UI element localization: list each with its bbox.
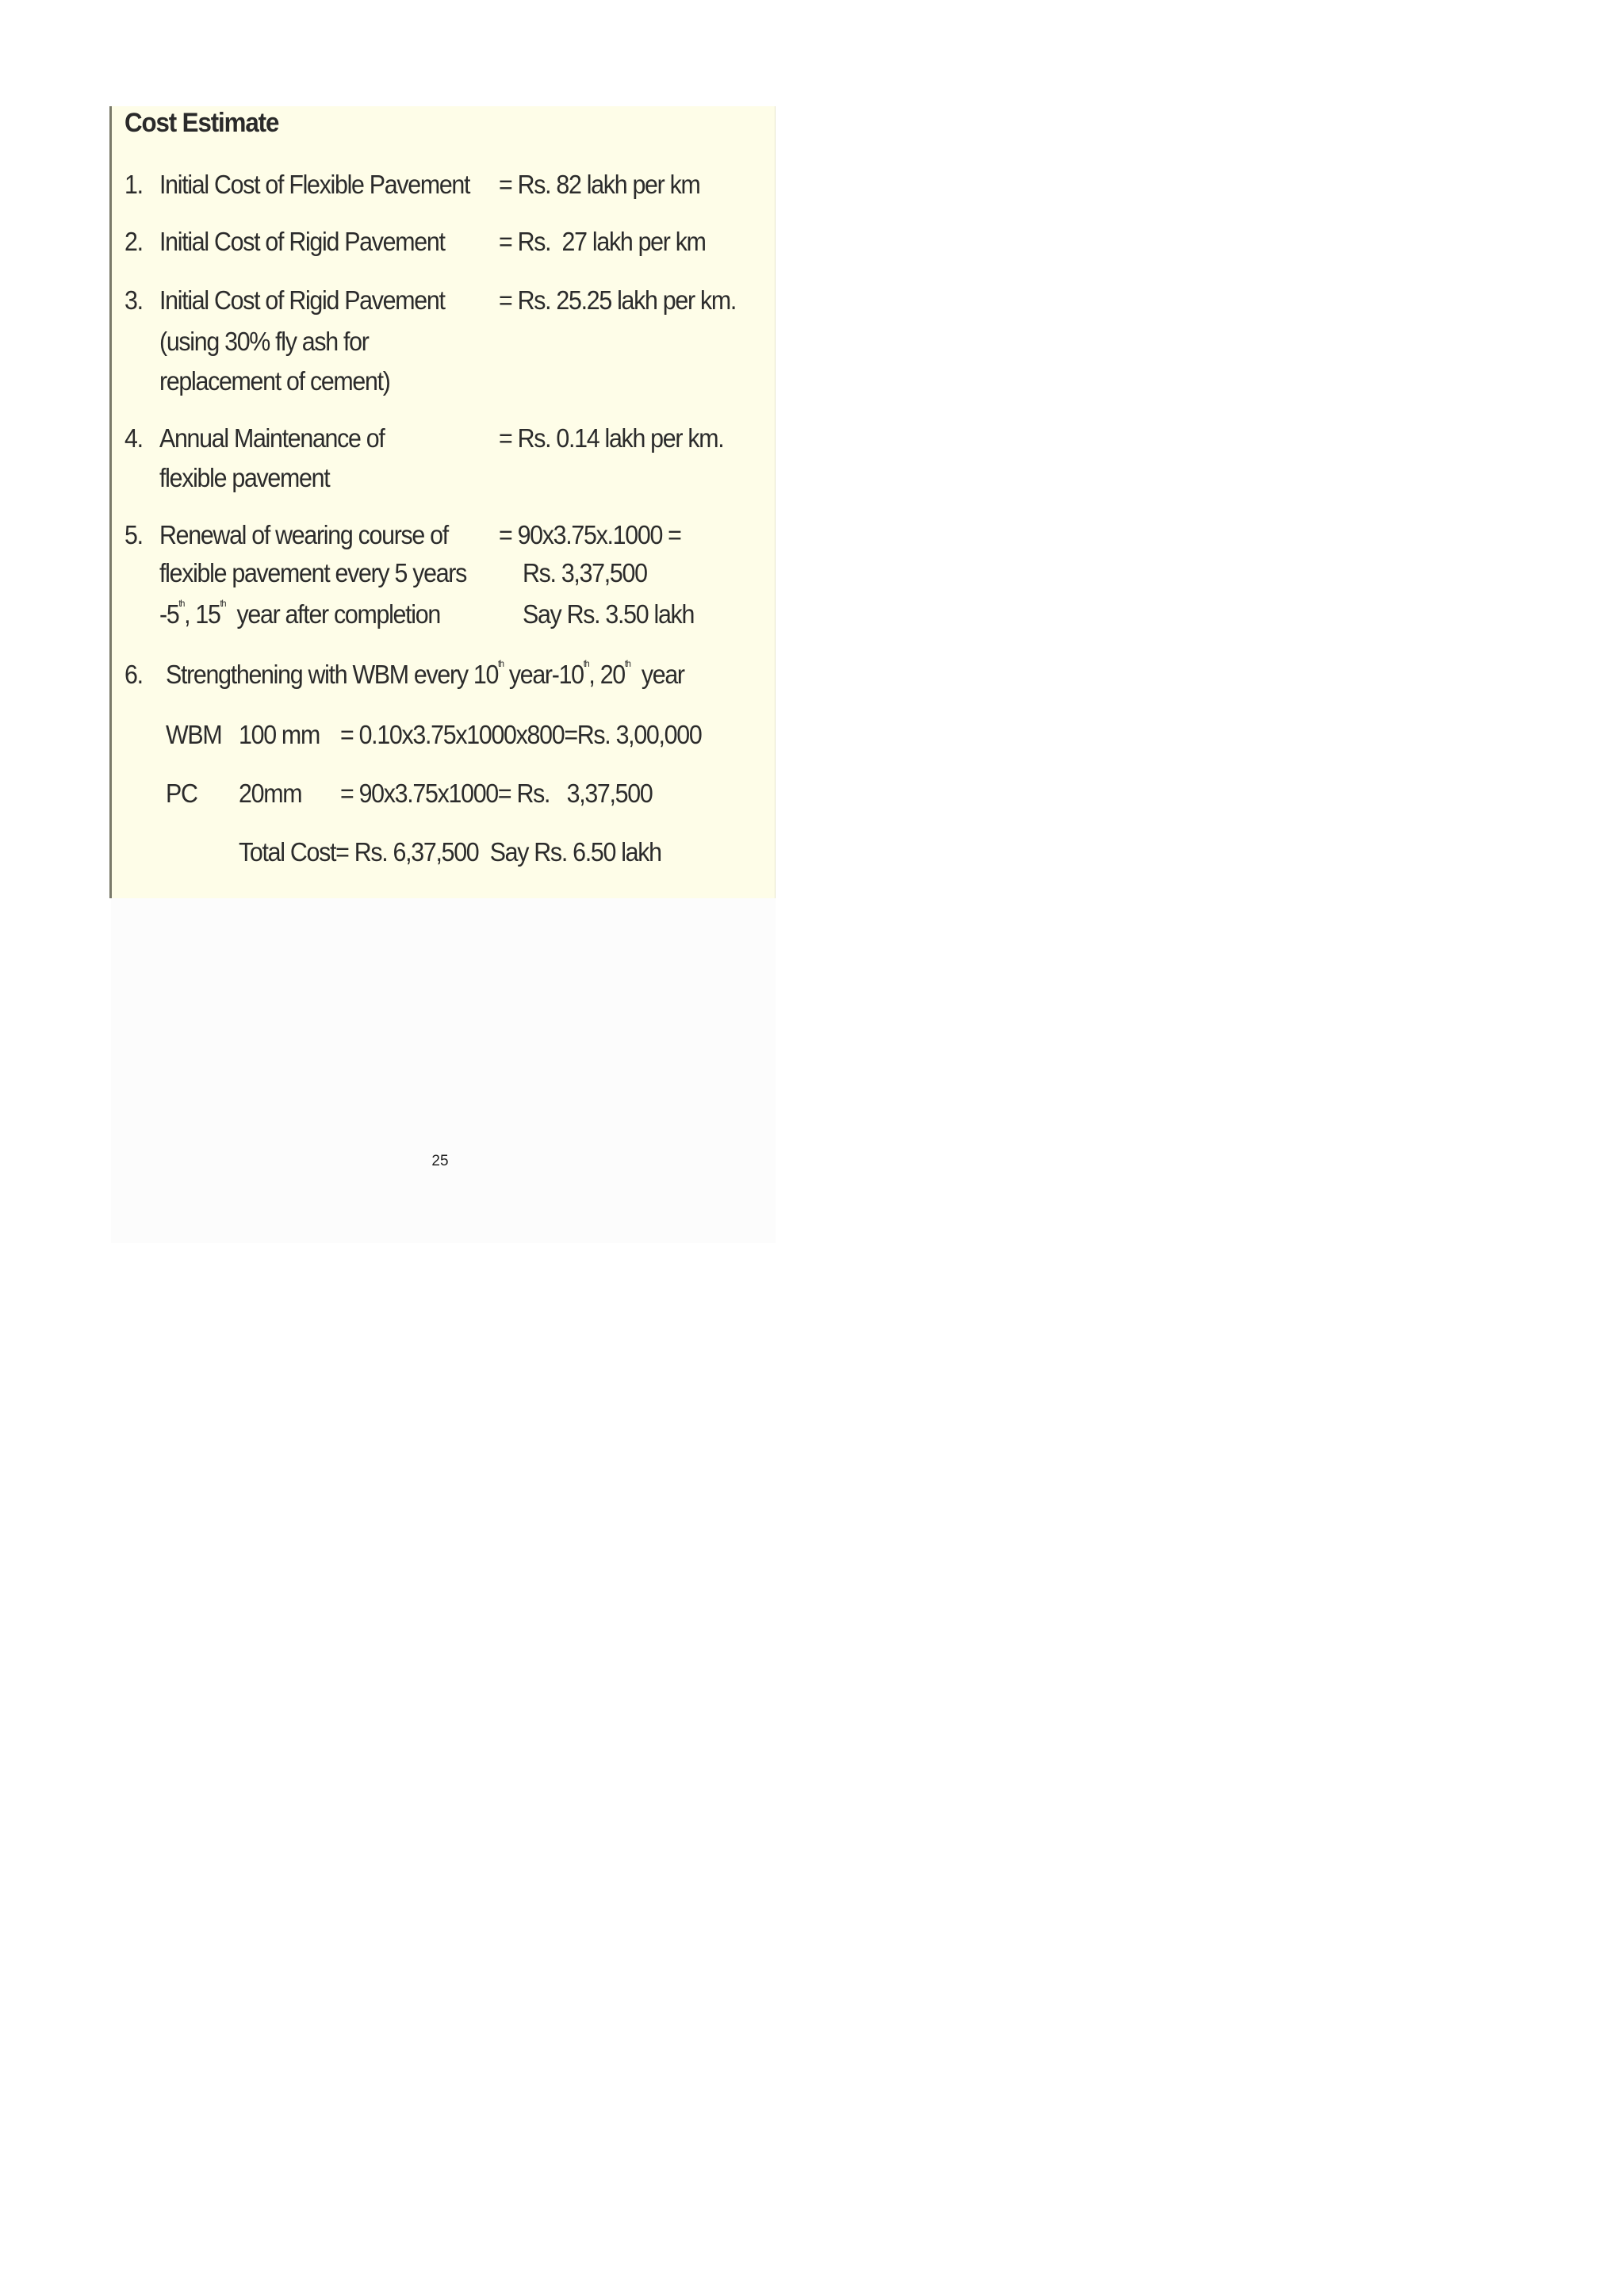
item-2-value: = Rs. 27 lakh per km — [499, 227, 706, 256]
item-5-value-line-3: Say Rs. 3.50 lakh — [523, 599, 695, 629]
page-lower-area — [111, 898, 776, 1243]
item-2-number: 2. — [124, 227, 143, 256]
item-1-number: 1. — [124, 170, 143, 199]
item-2-description: Initial Cost of Rigid Pavement — [159, 227, 445, 256]
item-1-description: Initial Cost of Flexible Pavement — [159, 170, 470, 199]
pc-label: PC — [166, 779, 197, 808]
item-5-description-line-3: -5th, 15th year after completion — [159, 598, 440, 629]
item-6-number: 6. — [124, 660, 143, 689]
item-5-value-line-1: = 90x3.75x.1000 = — [499, 520, 681, 549]
wbm-calculation: = 0.10x3.75x1000x800=Rs. 3,00,000 — [340, 720, 702, 749]
pc-size: 20mm — [239, 779, 302, 808]
item-5-description-line-2: flexible pavement every 5 years — [159, 558, 467, 587]
item-3-value: = Rs. 25.25 lakh per km. — [499, 285, 736, 315]
item-5-value-line-2: Rs. 3,37,500 — [523, 558, 647, 587]
panel-title: Cost Estimate — [124, 108, 279, 138]
cost-estimate-panel — [109, 106, 776, 898]
item-5-description-line-1: Renewal of wearing course of — [159, 520, 448, 549]
wbm-size: 100 mm — [239, 720, 320, 749]
item-3-description-line-2: (using 30% fly ash for — [159, 327, 369, 356]
item-4-description-line-2: flexible pavement — [159, 463, 330, 492]
wbm-label: WBM — [166, 720, 222, 749]
item-5-number: 5. — [124, 520, 143, 549]
total-cost: Total Cost= Rs. 6,37,500 Say Rs. 6.50 lakh — [239, 837, 661, 867]
item-3-description-line-3: replacement of cement) — [159, 366, 390, 396]
pc-calculation: = 90x3.75x1000= Rs. 3,37,500 — [340, 779, 653, 808]
item-3-number: 3. — [124, 285, 143, 315]
item-4-value: = Rs. 0.14 lakh per km. — [499, 423, 724, 453]
item-1-value: = Rs. 82 lakh per km — [499, 170, 700, 199]
item-4-number: 4. — [124, 423, 143, 453]
item-3-description-line-1: Initial Cost of Rigid Pavement — [159, 285, 445, 315]
item-4-description-line-1: Annual Maintenance of — [159, 423, 385, 453]
page-number: 25 — [431, 1153, 449, 1169]
item-6-description: Strengthening with WBM every 10th year-10th, 20th year — [166, 658, 684, 689]
